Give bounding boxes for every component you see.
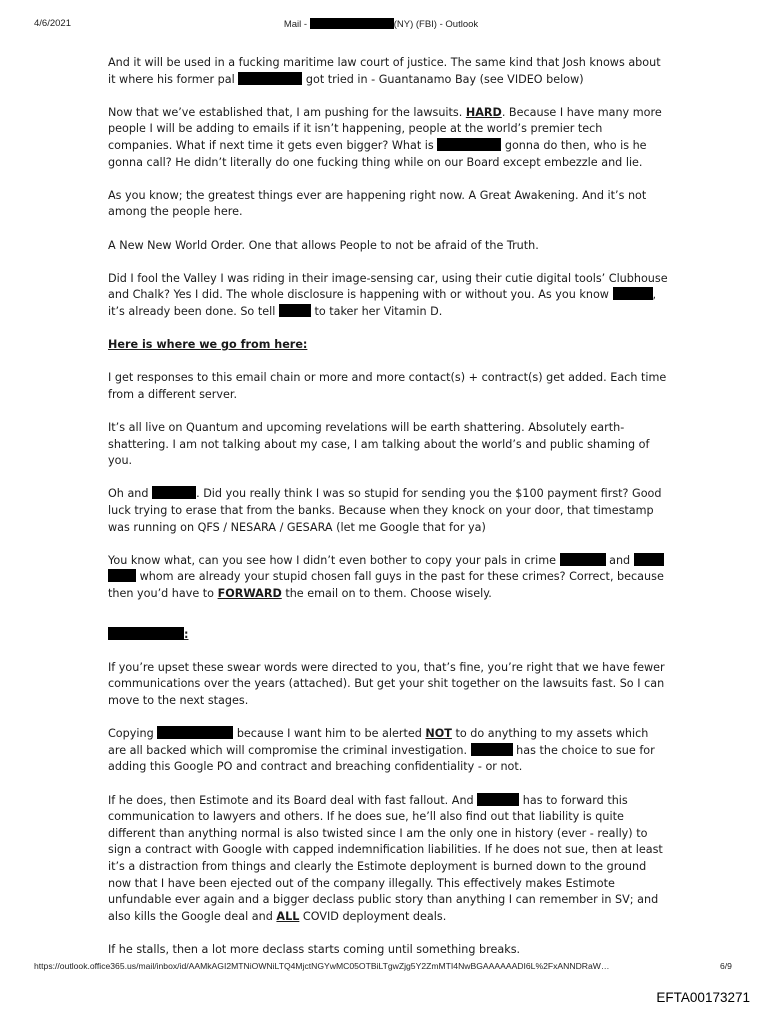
text: because I want him to be alerted [236, 727, 422, 741]
redaction [279, 304, 311, 317]
redaction [152, 486, 196, 499]
emphasis-hard: HARD [465, 105, 502, 119]
redaction [238, 72, 302, 85]
redaction [157, 726, 233, 739]
emphasis-not: NOT [425, 727, 452, 741]
paragraph [108, 793, 668, 926]
text: . Did you really think I was so stupid for sending you the $100 payment first? Good luck trying to erase that from the banks. Because when they knock on your door, that timestamp was running on QFS / NESARA / GESARA (let me Google that for ya) [108, 487, 662, 534]
footer-url: https://outlook.office365.us/mail/inbox/id/AAMkAGI2MTNiOWNiLTQ4MjctNGYwMC05OTBiLTgwZjg5Y2ZmMTI4NwBGAAAAAADI6L%2FxANNDRaW… [34, 961, 610, 971]
paragraph: As you know; the greatest things ever are happening right now. A Great Awakening. And it’s not among the people here. [108, 188, 647, 219]
paragraph: If he stalls, then a lot more declass starts coming until something breaks. [108, 942, 521, 956]
redaction [108, 569, 136, 582]
emphasis-forward: FORWARD [217, 587, 282, 600]
document-stamp: EFTA00173271 [656, 990, 750, 1005]
redaction [108, 627, 184, 640]
paragraph [108, 553, 668, 603]
text: has the choice to sue for adding this Google PO and contract and breaching confidentiality - or not. [108, 743, 655, 774]
email-body [108, 55, 668, 975]
text: Did I fool the Valley I was riding in their image-sensing car, using their cutie digital tools’ Clubhouse and Chalk? Yes I did. The whole disclosure is happening with or without you. As you know [108, 271, 668, 302]
text: Now that we’ve established that, I am pushing for the lawsuits. [108, 105, 463, 119]
text: Oh and [108, 487, 149, 501]
footer-page-number: 6/9 [720, 961, 732, 971]
redaction [613, 287, 653, 300]
paragraph [108, 486, 668, 536]
text: whom are already your stupid chosen fall guys in the past for these crimes? Correct, because then you’d have to [108, 570, 664, 600]
text: Copying [108, 727, 154, 741]
paragraph: Did I fool the Valley I was riding in their image-sensing car, using their cutie digital tools’ Clubhouse and Chalk? Yes I did. The whole disclosure is happening with or without you. As you know , it’s already been done. So tell to taker her Vitamin D. [108, 271, 668, 318]
text: And it will be used in a fucking maritime law court of justice. The same kind that Josh knows about it where his former pal [108, 56, 661, 86]
redaction [310, 18, 394, 29]
paragraph [108, 627, 668, 644]
text: it’s already been done. So tell [108, 304, 276, 318]
header-title [0, 18, 762, 30]
redaction [471, 743, 513, 756]
header-date: 4/6/2021 [34, 18, 71, 29]
paragraph [108, 55, 668, 88]
text: . Because I have many more people I will be adding to emails if it isn’t happening, people at the world’s premier tech companies. What if next time it gets even bigger? What is [108, 105, 662, 152]
text: You know what, can you see how I didn’t even bother to copy your pals in crime [108, 553, 556, 567]
text: gonna do then, who is he gonna call? He didn’t literally do one fucking thing while on our Board except embezzle and lie. [108, 138, 647, 169]
header-mail-suffix: (NY) (FBI) - Outlook [393, 19, 479, 30]
text: to taker her Vitamin D. [314, 304, 443, 318]
text: and [609, 553, 631, 567]
paragraph [108, 726, 668, 776]
paragraph: It’s all live on Quantum and upcoming revelations will be earth shattering. Absolutely earth-shattering. I am not talking about my case, I am talking about the world’s and public shaming of you. [108, 421, 650, 468]
paragraph: A New New World Order. One that allows People to not be afraid of the Truth. [108, 238, 539, 252]
header-mail-prefix: Mail - [283, 19, 308, 30]
text: COVID deployment deals. [302, 909, 447, 923]
redaction [437, 138, 501, 151]
redaction [477, 793, 519, 806]
emphasis-all: ALL [276, 909, 300, 923]
text: If he does, then Estimote and its Board deal with fast fallout. And [108, 793, 474, 807]
paragraph: If you’re upset these swear words were directed to you, that’s fine, you’re right that we have fewer communications over the years (attached). But get your shit together on the lawsuits fast. So I can move to the next stages. [108, 660, 665, 707]
text: : [184, 627, 189, 641]
text: has to forward this communication to lawyers and others. If he does sue, he’ll also find out that liability is quite different than anything normal is also twisted since I am the only one in history (ever - really) to sign a contract with Google with capped indemnification liabilities. If he does not sue, then at least it’s a distraction from things and clearly the Estimote deployment is burned down to the ground now that I have been ejected out of the company illegally. This effectively makes Estimote unfundable ever again and a bigger declass public story than anything I can remember in SV; and also kills the Google deal and [108, 793, 663, 923]
redaction [560, 553, 606, 566]
text: the email on to them. Choose wisely. [285, 587, 492, 600]
section-heading: Here is where we go from here: [108, 338, 308, 352]
text: to do anything to my assets which are all backed which will compromise the criminal investigation. [108, 727, 649, 757]
paragraph [108, 105, 668, 171]
text: got tried in - Guantanamo Bay (see VIDEO below) [305, 72, 584, 86]
redaction [634, 553, 664, 566]
paragraph: I get responses to this email chain or more and more contact(s) + contract(s) get added. Each time from a different server. [108, 371, 667, 401]
